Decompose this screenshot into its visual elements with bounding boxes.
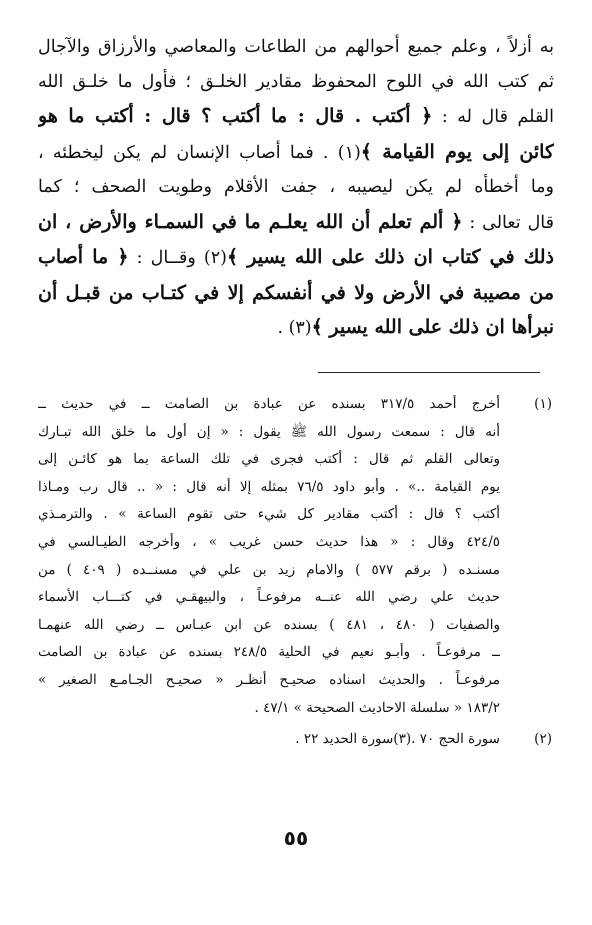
footnote-line: أنه قال : سمعت رسول الله ﷺ يقول : « إن أول ما خلق الله تبـارك bbox=[38, 423, 500, 440]
main-line-6 bbox=[38, 205, 554, 241]
main-line-1: به أزلاً ، وعلم جميع أحوالهم من الطاعات والمعاصي والأرزاق والآجال bbox=[38, 37, 554, 57]
quran-verse-hajj-end: ذلك في كتاب ان ذلك على الله يسير ﴾ bbox=[226, 246, 554, 268]
page-number: ٥٥ bbox=[283, 826, 309, 850]
footnote-line: وتعالى القلم ثم قال : أكتب فجرى في تلك الساعة بما هو كائـن إلى bbox=[38, 451, 500, 468]
footnote-line: أخرج أحمد ٣١٧/٥ بسنده عن عبادة بن الصامت ــ في حديث ــ bbox=[38, 396, 500, 412]
footnote-3-text: (٣)سورة الحديد ٢٢ . bbox=[295, 731, 412, 748]
footnote-line: ٤٢٤/٥ وقال : « هذا حديث حسن غريب » ، وأخرجه الطيـالسي في bbox=[38, 533, 500, 550]
footnote-2-text: سورة الحج ٧٠ . bbox=[411, 731, 500, 748]
quran-verse-hadid-start: ﴿ ما أصاب bbox=[38, 246, 129, 268]
footnote-line: أكتب ؟ قال : أكتب مقادير كل شيء حتى تقوم الساعة » . والترمـذي bbox=[38, 506, 500, 523]
quote-pen-command: ﴿ أكتب . قال : ما أكتب ؟ قال : أكتب ما هو bbox=[38, 105, 433, 127]
footnote-line: والصفيات ( ٤٨٠ ، ٤٨١ ) بسنده عن ابن عبـاس ــ رضي الله عنهمـا bbox=[38, 616, 500, 633]
footnote-1-body bbox=[38, 391, 500, 722]
main-line-3 bbox=[38, 99, 554, 135]
footnote-line: يوم القيامة ..» . وأبو داود ٧٦/٥ بمثله إلا أنه قال : « .. قال رب ومـاذا bbox=[38, 478, 500, 495]
main-line-5: وما أخطأه لم يكن ليصيبه ، جفت الأقلام وطويت الصحف ؛ كما bbox=[38, 177, 554, 197]
footnote-line: ــ مرفوعـاً . وأبـو نعيم في الحلية ٢٤٨/٥ بسنده عن عبادة بن الصامت bbox=[38, 644, 500, 661]
main-line-7-rest: (٢) وقــال : bbox=[128, 248, 227, 268]
quran-verse-hadid-middle: من مصيبة في الأرض ولا في أنفسكم إلا في كتـاب من قبـل أن bbox=[38, 281, 554, 304]
main-line-9 bbox=[38, 310, 554, 346]
footnotes-2-3 bbox=[38, 726, 554, 754]
footnote-1-number: (١) bbox=[534, 396, 552, 412]
footnote-line: مسنـده ( برقم ٥٧٧ ) والامام زيد بن علي في مسنــده ( ٤٠٩ ) من bbox=[38, 561, 500, 578]
quran-verse-hadid-end: نبرأها ان ذلك على الله يسير ﴾ bbox=[311, 316, 554, 338]
main-line-4 bbox=[38, 135, 554, 171]
footnote-2-number: (٢) bbox=[534, 731, 552, 748]
footnote-separator bbox=[318, 372, 540, 373]
footnote-line: ١٨٣/٢ « سلسلة الاحاديث الصحيحة » ٤٧/١ . bbox=[254, 699, 500, 716]
footnote-line: مرفوعـاً . والحديث اسناده صحيـح أنظـر « صحيـح الجـامـع الصغير » bbox=[38, 671, 500, 688]
quran-verse-hajj-start: ﴿ ألم تعلم أن الله يعلـم ما في السمـاء والأرض ، ان bbox=[38, 210, 463, 233]
footnote-1 bbox=[38, 391, 554, 722]
main-line-3-start: القلم قال له : bbox=[441, 107, 554, 127]
footnote-line: حديث علي رضي الله عنــه مرفوعـاً ، والبيهقـي في كتـــاب الأسماء bbox=[38, 589, 500, 606]
main-text bbox=[38, 30, 554, 346]
main-line-2: ثم كتب الله في اللوح المحفوظ مقادير الخلـق ؛ فأول ما خلـق الله bbox=[38, 71, 554, 92]
main-line-7 bbox=[38, 240, 554, 276]
main-line-4-rest: (١) . فما أصاب الإنسان لم يكن ليخطئه ، bbox=[38, 142, 361, 163]
main-line-9-rest: (٣) . bbox=[277, 318, 312, 338]
main-line-6-start: قال تعالى : bbox=[469, 212, 554, 233]
footnotes bbox=[38, 391, 554, 754]
quote-day-of-resurrection: كائن إلى يوم القيامة ﴾ bbox=[360, 140, 554, 163]
